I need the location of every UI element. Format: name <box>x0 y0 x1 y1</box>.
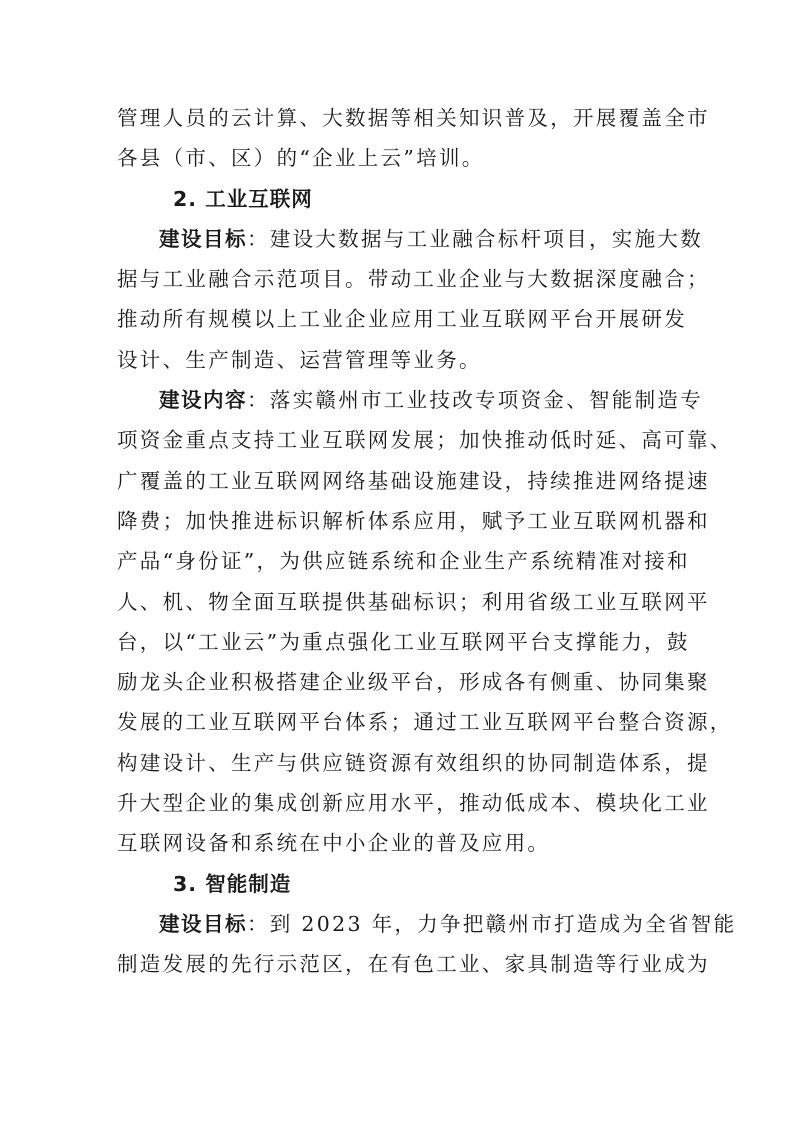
section-heading-industrial-internet: 2. 工业互联网 <box>173 186 313 211</box>
paragraph-line: 项资金重点支持工业互联网发展；加快推动低时延、高可靠、 <box>117 428 733 453</box>
paragraph-text: ：建设大数据与工业融合标杆项目，实施大数 <box>247 226 703 251</box>
document-page <box>117 98 737 985</box>
paragraph-line: 产品“身份证”，为供应链系统和企业生产系统精准对接和 <box>117 549 690 574</box>
lead-label: 建设目标 <box>159 226 247 251</box>
paragraph-line: 发展的工业互联网平台体系；通过工业互联网平台整合资源， <box>117 710 733 735</box>
paragraph-content-first-line <box>117 380 703 420</box>
paragraph-line: 励龙头企业积极搭建企业级平台，形成各有侧重、协同集聚 <box>117 670 710 695</box>
paragraph-goal-first-line <box>117 219 703 259</box>
paragraph-line: 设计、生产制造、运营管理等业务。 <box>117 347 482 372</box>
paragraph-line: 构建设计、生产与供应链资源有效组织的协同制造体系，提 <box>117 750 710 775</box>
paragraph-line: 管理人员的云计算、大数据等相关知识普及，开展覆盖全市 <box>117 106 710 130</box>
paragraph-line: 台，以“工业云”为重点强化工业互联网平台支撑能力，鼓 <box>117 629 690 654</box>
section-heading-smart-manufacturing: 3. 智能制造 <box>173 871 292 896</box>
paragraph-line: 各县（市、区）的“企业上云”培训。 <box>117 146 485 171</box>
paragraph-line: 推动所有规模以上工业企业应用工业互联网平台开展研发 <box>117 307 687 332</box>
paragraph-line: 降费；加快推进标识解析体系应用，赋予工业互联网机器和 <box>117 508 710 533</box>
paragraph-line: 据与工业融合示范项目。带动工业企业与大数据深度融合； <box>117 267 710 292</box>
lead-label: 建设目标 <box>159 911 247 936</box>
paragraph-text: ：落实赣州市工业技改专项资金、智能制造专 <box>247 388 703 413</box>
paragraph-line: 升大型企业的集成创新应用水平，推动低成本、模块化工业 <box>117 791 710 816</box>
paragraph-line: 互联网设备和系统在中小企业的普及应用。 <box>117 831 551 856</box>
paragraph-goal-first-line <box>117 904 737 944</box>
lead-label: 建设内容 <box>159 388 247 413</box>
paragraph-text: ：到 2023 年，力争把赣州市打造成为全省智能 <box>247 911 737 936</box>
paragraph-line: 人、机、物全面互联提供基础标识；利用省级工业互联网平 <box>117 589 710 614</box>
paragraph-line: 制造发展的先行示范区，在有色工业、家具制造等行业成为 <box>117 952 710 977</box>
paragraph-line: 广覆盖的工业互联网网络基础设施建设，持续推进网络提速 <box>117 468 710 493</box>
